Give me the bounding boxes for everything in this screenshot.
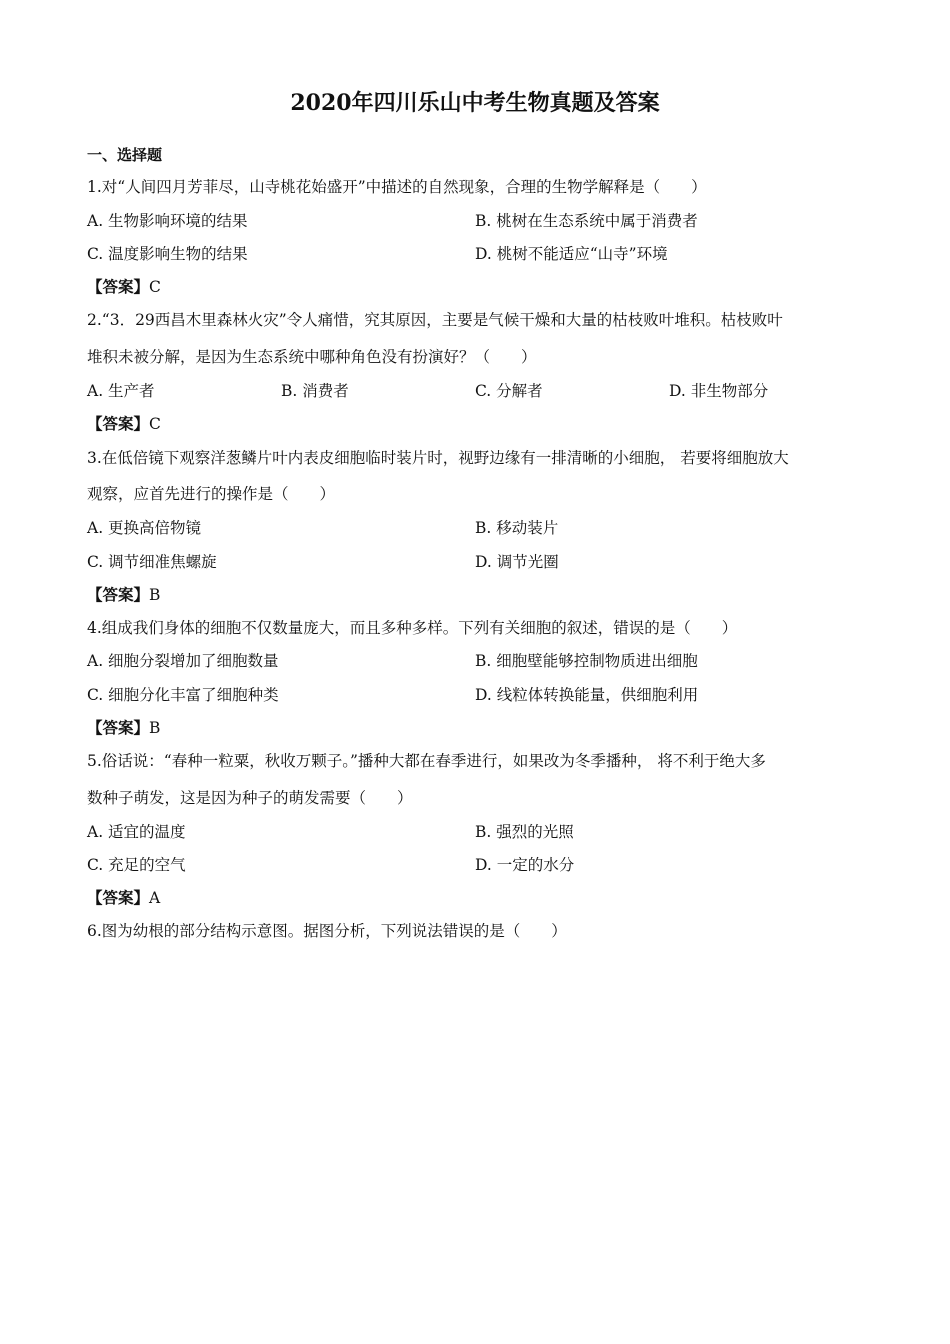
question-5-stem-line-1: 5.俗话说：“春种一粒粟，秋收万颗子。”播种大都在春季进行，如果改为冬季播种， 将不利于绝大多: [87, 752, 766, 770]
question-1-option-a: A. 生物影响环境的结果: [87, 212, 248, 230]
question-1-answer: [87, 276, 161, 298]
question-3-option-a: A. 更换高倍物镜: [87, 519, 202, 537]
question-3-answer: [87, 584, 160, 606]
document-title: 2020年四川乐山中考生物真题及答案: [290, 90, 660, 116]
question-1-option-d: D. 桃树不能适应“山寺”环境: [475, 245, 668, 263]
answer-value: C: [149, 278, 161, 296]
question-2-stem-line-2: 堆积未被分解，是因为生态系统中哪种角色没有扮演好？（ ）: [87, 348, 537, 366]
question-4-stem: 4.组成我们身体的细胞不仅数量庞大，而且多种多样。下列有关细胞的叙述，错误的是（ ）: [87, 619, 738, 637]
question-2-option-d: D. 非生物部分: [669, 382, 769, 400]
question-3-option-c: C. 调节细准焦螺旋: [87, 553, 217, 571]
section-heading: 一、选择题: [87, 146, 163, 164]
answer-label: 【答案】: [87, 888, 150, 907]
question-5-stem-line-2: 数种子萌发，这是因为种子的萌发需要（ ）: [87, 789, 413, 807]
question-4-option-b: B. 细胞壁能够控制物质进出细胞: [475, 652, 698, 670]
answer-label: 【答案】: [87, 414, 150, 433]
question-2-option-b: B. 消费者: [281, 382, 349, 400]
answer-value: B: [149, 586, 161, 604]
question-3-option-d: D. 调节光圈: [475, 553, 559, 571]
question-1-stem: 1.对“人间四月芳菲尽，山寺桃花始盛开”中描述的自然现象，合理的生物学解释是（ ）: [87, 178, 707, 196]
question-4-answer: [87, 717, 160, 739]
question-4-option-a: A. 细胞分裂增加了细胞数量: [87, 652, 279, 670]
question-2-option-a: A. 生产者: [87, 382, 155, 400]
question-5-option-b: B. 强烈的光照: [475, 823, 574, 841]
answer-value: C: [149, 415, 161, 433]
question-5-answer: [87, 887, 160, 909]
answer-value: B: [149, 719, 161, 737]
answer-value: A: [149, 889, 161, 907]
question-3-stem-line-2: 观察，应首先进行的操作是（ ）: [87, 485, 336, 503]
answer-label: 【答案】: [87, 718, 150, 737]
question-2-answer: [87, 413, 161, 435]
question-3-option-b: B. 移动装片: [475, 519, 559, 537]
question-2-stem-line-1: 2.“3．29西昌木里森林火灾”令人痛惜，究其原因，主要是气候干燥和大量的枯枝败叶堆积。枯枝败叶: [87, 311, 783, 329]
question-5-option-d: D. 一定的水分: [475, 856, 575, 874]
question-6-stem: 6.图为幼根的部分结构示意图。据图分析，下列说法错误的是（ ）: [87, 922, 567, 940]
question-2-option-c: C. 分解者: [475, 382, 543, 400]
question-5-option-c: C. 充足的空气: [87, 856, 186, 874]
question-1-option-b: B. 桃树在生态系统中属于消费者: [475, 212, 698, 230]
question-5-option-a: A. 适宜的温度: [87, 823, 186, 841]
answer-label: 【答案】: [87, 277, 150, 296]
question-4-option-d: D. 线粒体转换能量，供细胞利用: [475, 686, 699, 704]
question-1-option-c: C. 温度影响生物的结果: [87, 245, 248, 263]
answer-label: 【答案】: [87, 585, 150, 604]
question-4-option-c: C. 细胞分化丰富了细胞种类: [87, 686, 279, 704]
question-3-stem-line-1: 3.在低倍镜下观察洋葱鳞片叶内表皮细胞临时装片时，视野边缘有一排清晰的小细胞， 若要将细胞放大: [87, 449, 789, 467]
